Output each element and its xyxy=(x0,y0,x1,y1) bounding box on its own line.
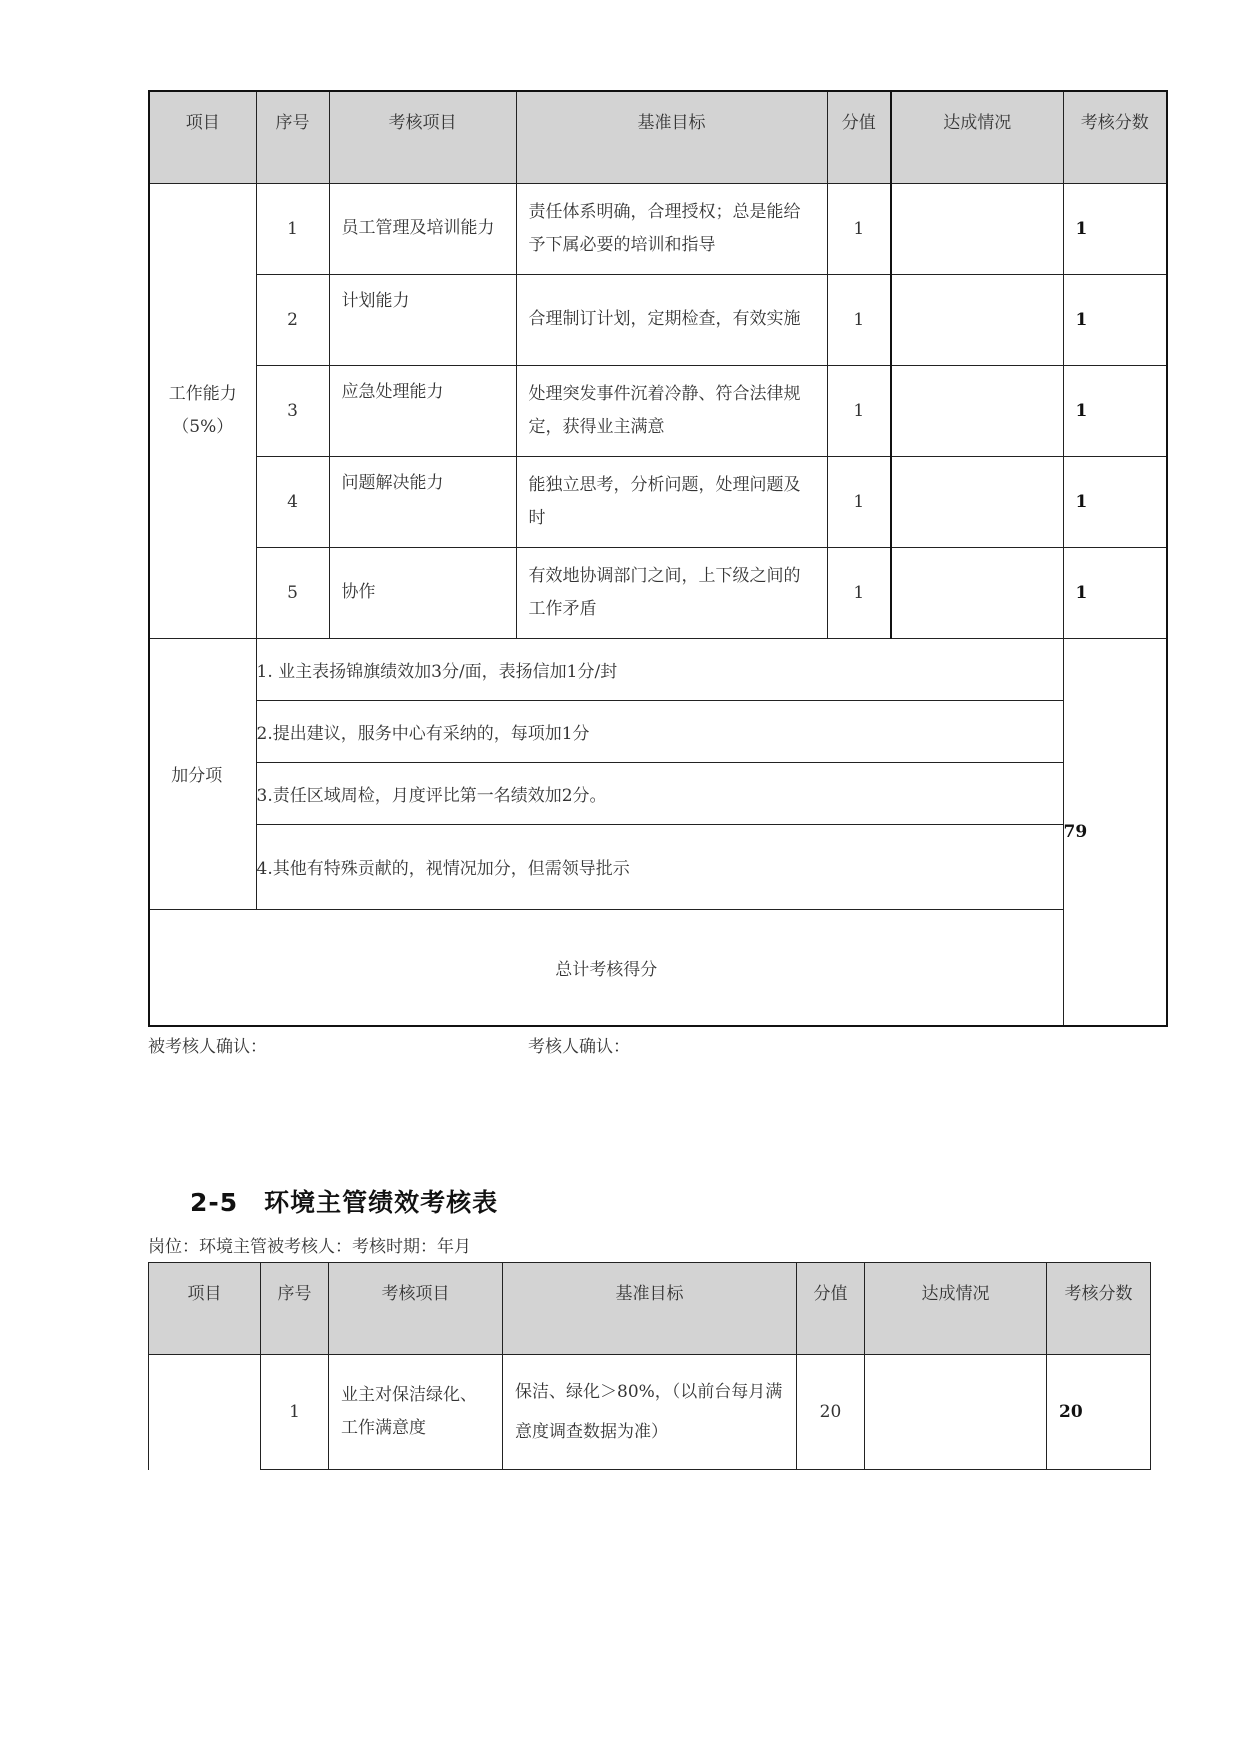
table-row xyxy=(149,274,1167,365)
row-score: 1 xyxy=(1063,274,1167,365)
row-value: 1 xyxy=(827,274,891,365)
header-project: 项目 xyxy=(149,91,256,183)
row-value: 1 xyxy=(827,456,891,547)
row-achieved xyxy=(891,274,1063,365)
assessor-confirm: 考核人确认： xyxy=(528,1037,630,1057)
total-row xyxy=(149,909,1167,1026)
bonus-row xyxy=(149,762,1167,824)
row-target: 能独立思考，分析问题，处理问题及时 xyxy=(516,456,827,547)
row-achieved xyxy=(891,547,1063,638)
assessee-confirm: 被考核人确认： xyxy=(148,1037,267,1057)
row-value: 1 xyxy=(827,183,891,274)
bonus-row xyxy=(149,700,1167,762)
row-item: 员工管理及培训能力 xyxy=(329,183,516,274)
row-achieved xyxy=(891,456,1063,547)
bonus-item: 2.提出建议，服务中心有采纳的，每项加1分 xyxy=(256,700,1063,762)
row-score: 1 xyxy=(1063,183,1167,274)
assessment-table-2 xyxy=(148,1262,1151,1470)
header-value: 分值 xyxy=(827,91,891,183)
header-no: 序号 xyxy=(261,1263,329,1355)
row-item: 业主对保洁绿化、工作满意度 xyxy=(329,1355,503,1470)
row-no: 5 xyxy=(256,547,329,638)
row-item: 协作 xyxy=(329,547,516,638)
header-value: 分值 xyxy=(797,1263,865,1355)
table-header-row xyxy=(149,91,1167,183)
bonus-row xyxy=(149,824,1167,909)
header-item: 考核项目 xyxy=(329,1263,503,1355)
header-achieved: 达成情况 xyxy=(891,91,1063,183)
row-item: 计划能力 xyxy=(329,274,516,365)
bonus-label: 加分项 xyxy=(149,638,256,909)
bonus-item: 1. 业主表扬锦旗绩效加3分/面，表扬信加1分/封 xyxy=(256,638,1063,700)
table-row xyxy=(149,365,1167,456)
table-row xyxy=(149,456,1167,547)
row-item: 应急处理能力 xyxy=(329,365,516,456)
group-cell xyxy=(149,183,256,638)
group-weight: （5%） xyxy=(172,416,234,437)
row-no: 2 xyxy=(256,274,329,365)
row-value: 20 xyxy=(797,1355,865,1470)
row-value: 1 xyxy=(827,365,891,456)
row-target: 保洁、绿化＞80%，（以前台每月满意度调查数据为准） xyxy=(503,1355,797,1470)
row-score: 1 xyxy=(1063,456,1167,547)
header-no: 序号 xyxy=(256,91,329,183)
row-score: 1 xyxy=(1063,547,1167,638)
row-score: 20 xyxy=(1047,1355,1151,1470)
table-header-row xyxy=(149,1263,1151,1355)
header-score: 考核分数 xyxy=(1047,1263,1151,1355)
total-label: 总计考核得分 xyxy=(149,909,1063,1026)
header-score: 考核分数 xyxy=(1063,91,1167,183)
row-no: 1 xyxy=(256,183,329,274)
row-achieved xyxy=(865,1355,1047,1470)
table-row xyxy=(149,183,1167,274)
bonus-row xyxy=(149,638,1167,700)
row-target: 有效地协调部门之间，上下级之间的工作矛盾 xyxy=(516,547,827,638)
row-value: 1 xyxy=(827,547,891,638)
row-target: 处理突发事件沉着冷静、符合法律规定，获得业主满意 xyxy=(516,365,827,456)
row-no: 1 xyxy=(261,1355,329,1470)
row-achieved xyxy=(891,365,1063,456)
row-target: 责任体系明确，合理授权；总是能给予下属必要的培训和指导 xyxy=(516,183,827,274)
group-cell xyxy=(149,1355,261,1470)
total-score: 79 xyxy=(1063,638,1167,1026)
table-row xyxy=(149,547,1167,638)
row-item: 问题解决能力 xyxy=(329,456,516,547)
group-label: 工作能力 xyxy=(168,383,237,404)
header-achieved: 达成情况 xyxy=(865,1263,1047,1355)
assessment-table-1 xyxy=(148,90,1168,1027)
bonus-item: 4.其他有特殊贡献的，视情况加分，但需领导批示 xyxy=(256,824,1063,909)
row-target: 合理制订计划，定期检查，有效实施 xyxy=(516,274,827,365)
header-target: 基准目标 xyxy=(503,1263,797,1355)
row-no: 3 xyxy=(256,365,329,456)
header-target: 基准目标 xyxy=(516,91,827,183)
section-title: 2-5 环境主管绩效考核表 xyxy=(190,1188,499,1217)
header-project: 项目 xyxy=(149,1263,261,1355)
row-score: 1 xyxy=(1063,365,1167,456)
section-meta: 岗位：环境主管被考核人：考核时期：年月 xyxy=(148,1237,471,1257)
row-achieved xyxy=(891,183,1063,274)
bonus-item: 3.责任区域周检，月度评比第一名绩效加2分。 xyxy=(256,762,1063,824)
row-no: 4 xyxy=(256,456,329,547)
table-row xyxy=(149,1355,1151,1470)
header-item: 考核项目 xyxy=(329,91,516,183)
